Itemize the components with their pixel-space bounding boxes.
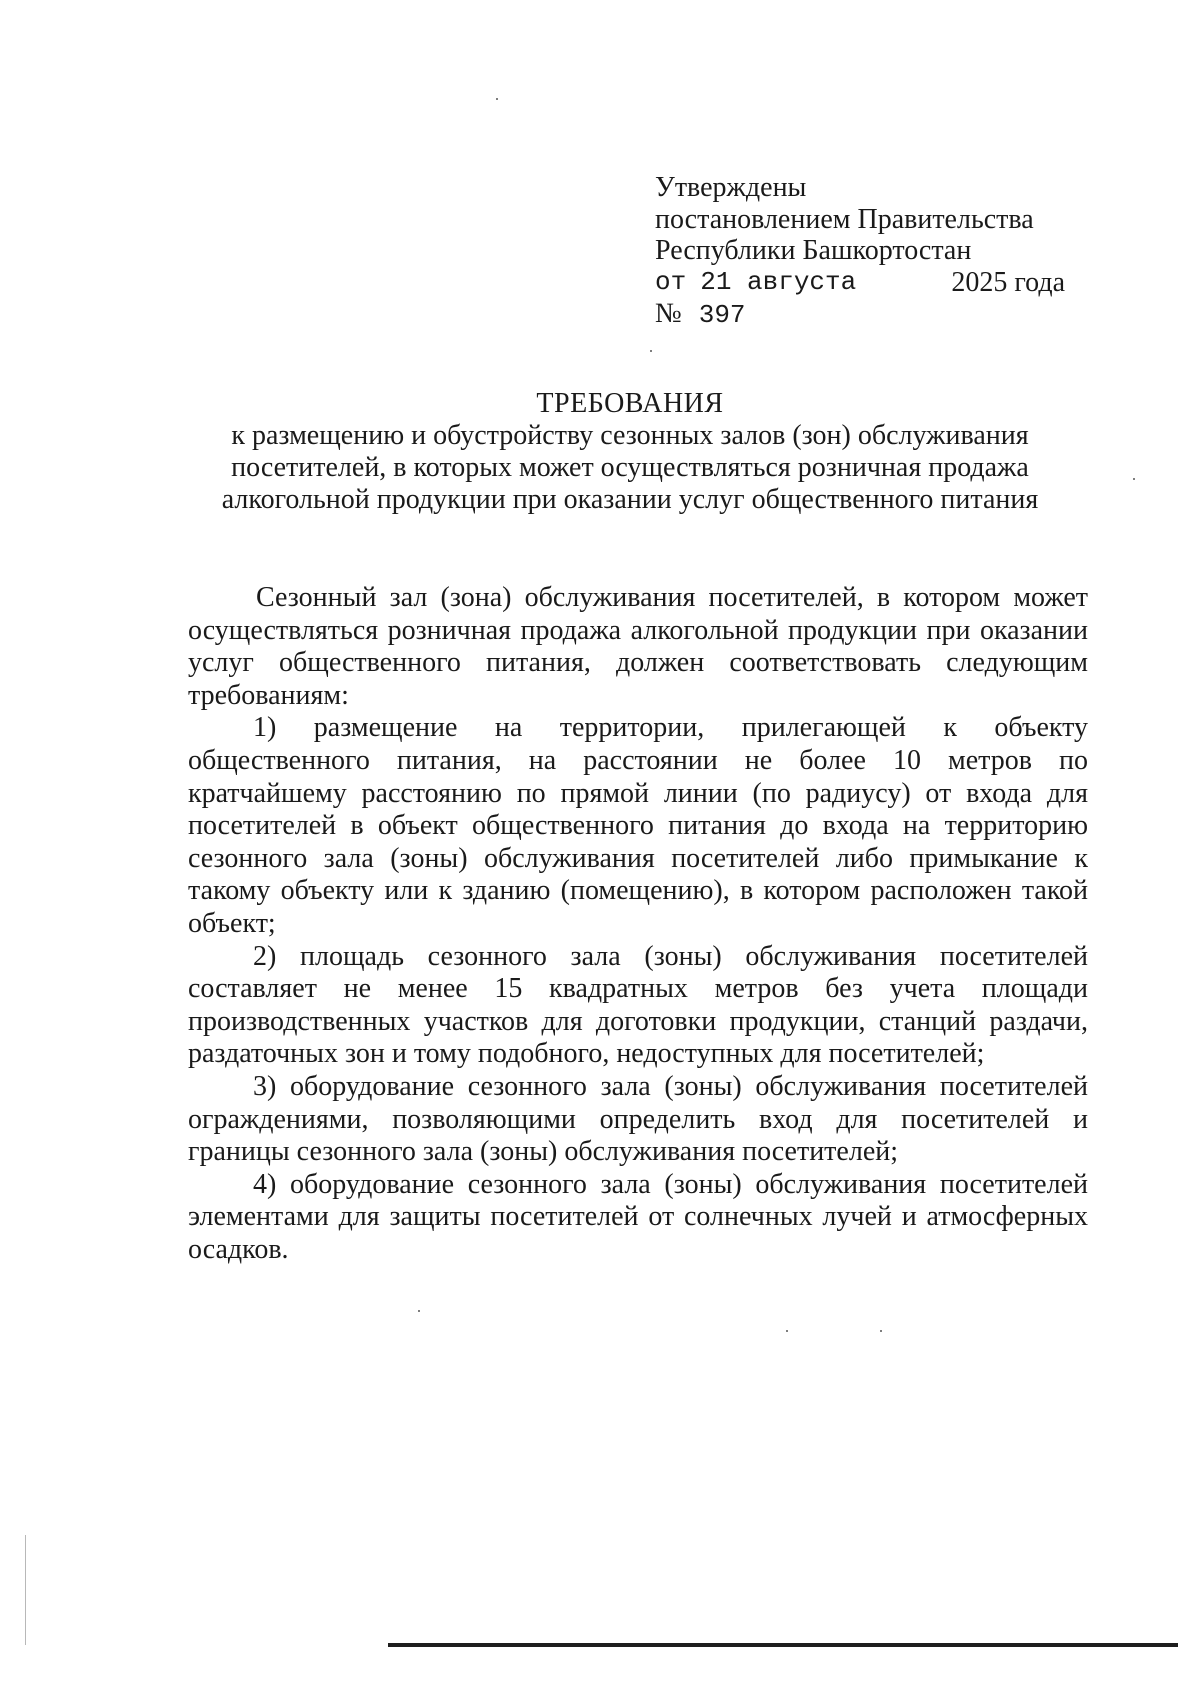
approval-date-prefix: от: [655, 266, 687, 297]
scan-speck: [880, 1330, 882, 1332]
approval-line-republic: Республики Башкортостан: [655, 235, 972, 266]
requirement-item-1: 1) размещение на территории, прилегающей к объекту общественного питания, на расстоянии не более 10 метров по кратчайшему расстоянию по прямой линии (по радиусу) от входа для посетителей в объект общественного питания до входа на территорию сезонного зала (зоны) обслуживания посетителей либо примыкание к такому объекту или к зданию (помещению), в котором расположен такой объект;: [188, 712, 1088, 939]
title-subtitle-line: к размещению и обустройству сезонных залов (зон) обслуживания: [231, 420, 1029, 451]
intro-paragraph: Сезонный зал (зона) обслуживания посетителей, в котором может осуществляться розничная продажа алкогольной продукции при оказании услуг общественного питания, должен соответствовать следующим требованиям:: [188, 582, 1088, 711]
approval-line-resolution: постановлением Правительства: [655, 203, 1034, 235]
document-body: [188, 582, 1088, 1266]
scan-speck: [418, 1310, 420, 1312]
approval-number-value: 397: [698, 300, 746, 330]
requirement-item-4: 4) оборудование сезонного зала (зоны) обслуживания посетителей элементами для защиты посетителей от солнечных лучей и атмосферных осадков.: [188, 1168, 1088, 1265]
scan-speck: [786, 1330, 788, 1332]
title-heading: ТРЕБОВАНИЯ: [536, 388, 724, 419]
approval-date-year: 2025 года: [951, 266, 1065, 298]
scan-edge-mark: [25, 1535, 26, 1645]
title-subtitle-line: алкогольной продукции при оказании услуг общественного питания: [221, 484, 1039, 515]
approval-number-label: №: [655, 298, 682, 329]
approval-stamp-block: [655, 172, 1085, 332]
title-subtitle-line: посетителей, в которых может осуществляться розничная продажа: [231, 452, 1029, 483]
document-title: [190, 388, 1070, 516]
scan-speck: [1133, 478, 1135, 480]
approval-line-approved: Утверждены: [655, 172, 807, 203]
scan-speck: [650, 350, 652, 352]
requirement-item-2: 2) площадь сезонного зала (зоны) обслуживания посетителей составляет не менее 15 квадратных метров без учета площади производственных участков для доготовки продукции, станций раздачи, раздаточных зон и тому подобного, недоступных для посетителей;: [188, 940, 1088, 1070]
approval-number-row: [655, 298, 1085, 332]
bottom-rule-line: [388, 1643, 1178, 1647]
scan-speck: [496, 98, 498, 100]
approval-date-day-month: 21 августа: [700, 266, 857, 297]
requirement-item-3: 3) оборудование сезонного зала (зоны) обслуживания посетителей ограждениями, позволяющими определить вход для посетителей и границы сезонного зала (зоны) обслуживания посетителей;: [188, 1070, 1088, 1168]
approval-date-row: [655, 267, 1065, 299]
